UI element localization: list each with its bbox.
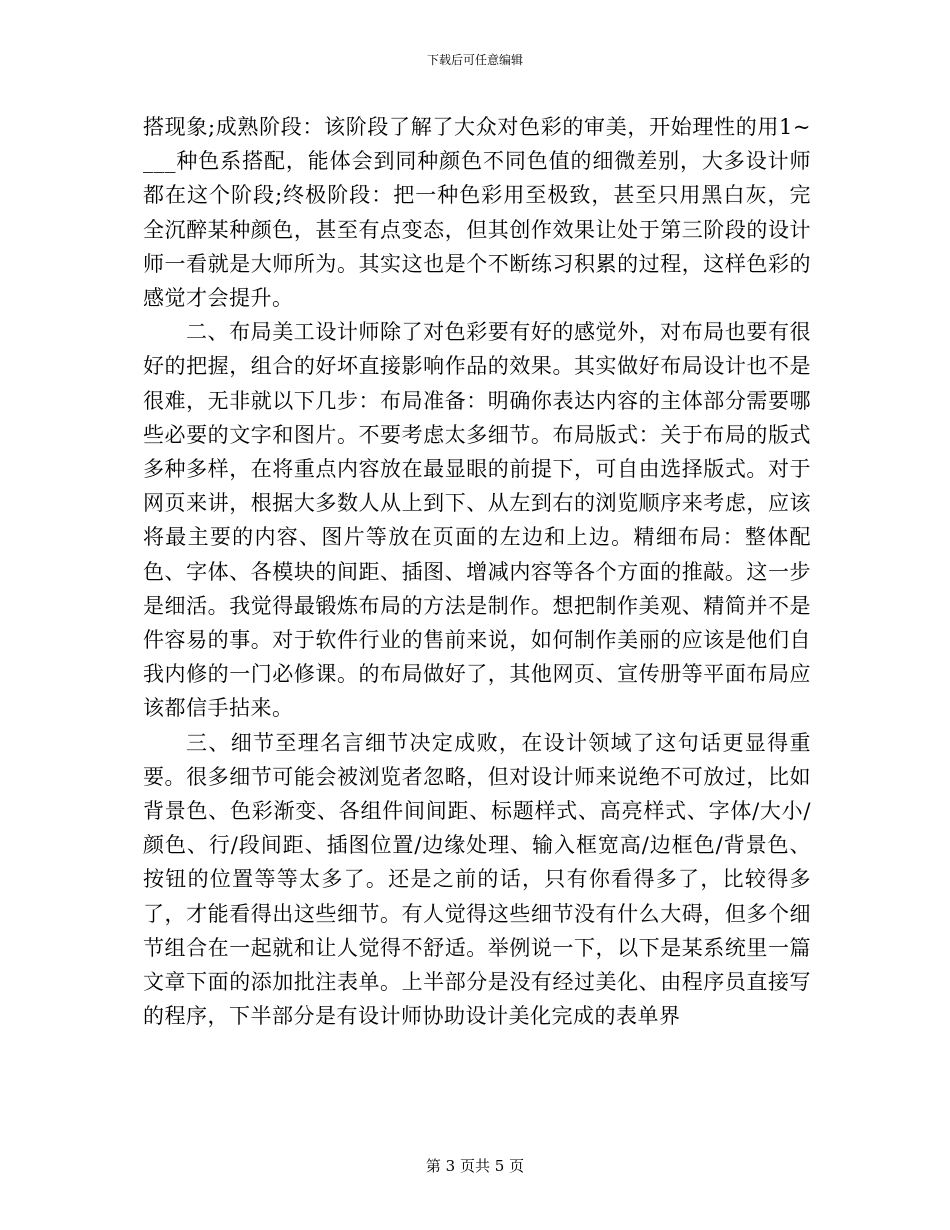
paragraph-color-stages: 搭现象;成熟阶段：该阶段了解了大众对色彩的审美，开始理性的用1~___种色系搭配，能体会到同种颜色不同色值的细微差别，大多设计师都在这个阶段;终极阶段：把一种色彩用至极致，甚至只用黑白灰，完全沉醉某种颜色，甚至有点变态，但其创作效果让处于第三阶段的设计师一看就是大师所为。其实这也是个不断练习积累的过程，这样色彩的感觉才会提升。 [143, 115, 811, 311]
page-number: 第 3 页共 5 页 [425, 1157, 525, 1175]
document-body [143, 110, 811, 1033]
page-header: 下载后可任意编辑 [426, 53, 523, 67]
paragraph-details: 三、细节至理名言细节决定成败，在设计领域了这句话更显得重要。很多细节可能会被浏览者忽略，但对设计师来说绝不可放过，比如背景色、色彩渐变、各组件间间距、标题样式、高亮样式、字体/大小/颜色、行/段间距、插图位置/边缘处理、输入框宽高/边框色/背景色、按钮的位置等等太多了。还是之前的话，只有你看得多了，比较得多了，才能看得出这些细节。有人觉得这些细节没有什么大碍，但多个细节组合在一起就和让人觉得不舒适。举例说一下，以下是某系统里一篇文章下面的添加批注表单。上半部分是没有经过美化、由程序员直接写的程序，下半部分是有设计师协助设计美化完成的表单界 [143, 730, 811, 1029]
paragraph-layout: 二、布局美工设计师除了对色彩要有好的感觉外，对布局也要有很好的把握，组合的好坏直接影响作品的效果。其实做好布局设计也不是很难，无非就以下几步：布局准备：明确你表达内容的主体部分需要哪些必要的文字和图片。不要考虑太多细节。布局版式：关于布局的版式多种多样，在将重点内容放在最显眼的前提下，可自由选择版式。对于网页来讲，根据大多数人从上到下、从左到右的浏览顺序来考虑，应该将最主要的内容、图片等放在页面的左边和上边。精细布局：整体配色、字体、各模块的间距、插图、增减内容等各个方面的推敲。这一步是细活。我觉得最锻炼布局的方法是制作。想把制作美观、精简并不是件容易的事。对于软件行业的售前来说，如何制作美丽的应该是他们自我内修的一门必修课。的布局做好了，其他网页、宣传册等平面布局应该都信手拈来。 [143, 320, 811, 721]
